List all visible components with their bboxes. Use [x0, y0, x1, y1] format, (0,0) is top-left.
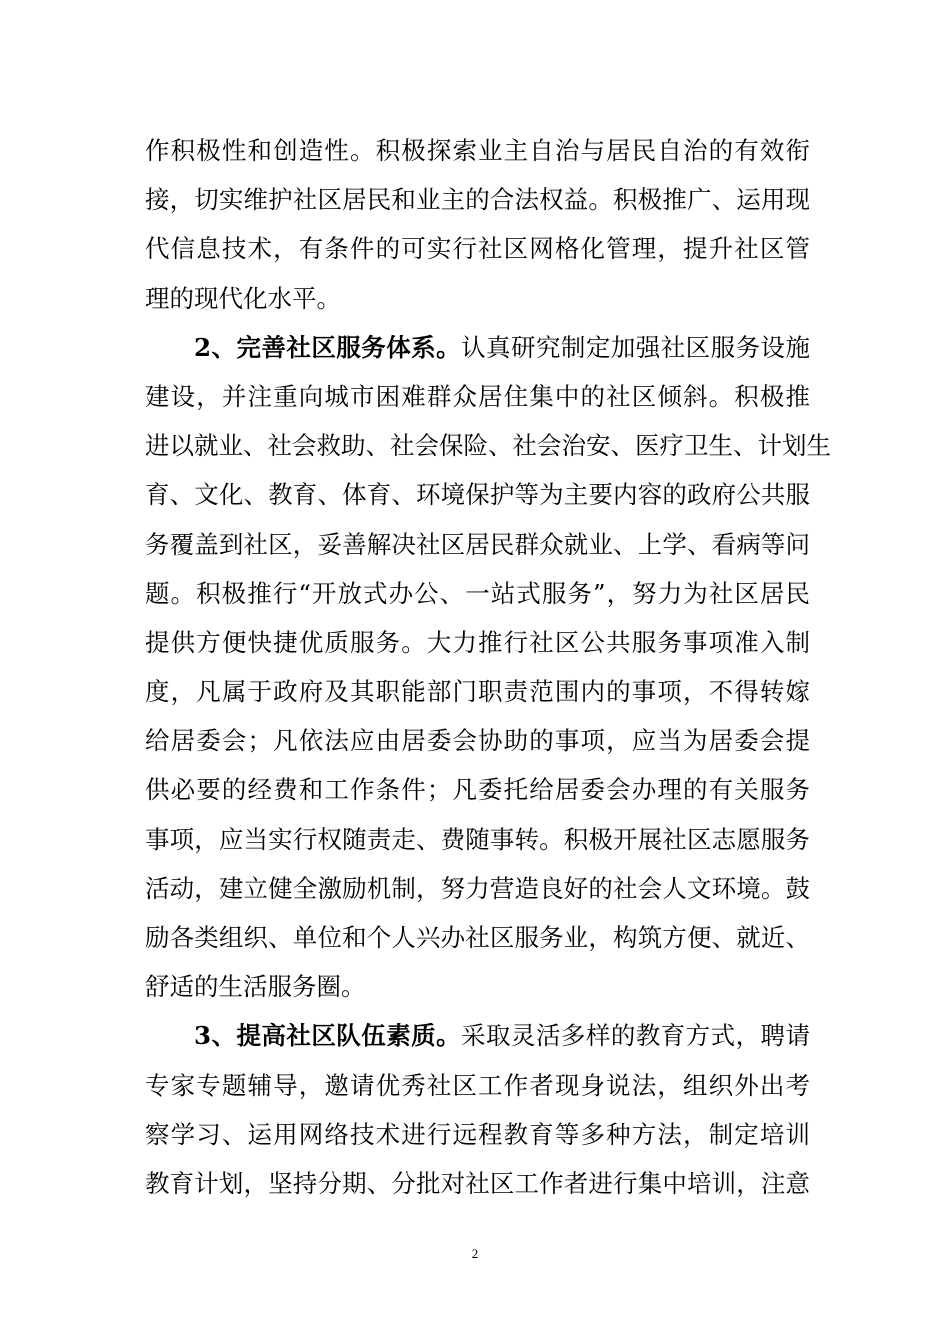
page-number: 2	[471, 1246, 479, 1261]
paragraph-line: 建设，并注重向城市困难群众居住集中的社区倾斜。积极推	[145, 381, 810, 411]
paragraph-line: 度，凡属于政府及其职能部门职责范围内的事项，不得转嫁	[145, 677, 810, 707]
paragraph-line: 提供方便快捷优质服务。大力推行社区公共服务事项准入制	[145, 627, 810, 657]
paragraph-line: 活动，建立健全激励机制，努力营造良好的社会人文环境。鼓	[145, 873, 810, 903]
paragraph-line: 励各类组织、单位和个人兴办社区服务业，构筑方便、就近、	[145, 923, 810, 952]
paragraph-line: 供必要的经费和工作条件；凡委托给居委会办理的有关服务	[145, 775, 810, 805]
paragraph-line: 专家专题辅导，邀请优秀社区工作者现身说法，组织外出考	[145, 1070, 810, 1100]
section-first-line-text: 认真研究制定加强社区服务设施	[461, 332, 811, 362]
paragraph-line: 务覆盖到社区，妥善解决社区居民群众就业、上学、看病等问	[145, 529, 810, 559]
paragraph-line: 接，切实维护社区居民和业主的合法权益。积极推广、运用现	[145, 185, 810, 215]
paragraph-line: 育、文化、教育、体育、环境保护等为主要内容的政府公共服	[145, 480, 810, 510]
paragraph-line: 察学习、运用网络技术进行远程教育等多种方法，制定培训	[145, 1119, 810, 1149]
paragraph-line: 理的现代化水平。	[145, 283, 341, 313]
paragraph-line: 教育计划，坚持分期、分批对社区工作者进行集中培训，注意	[145, 1168, 810, 1198]
paragraph-line: 作积极性和创造性。积极探索业主自治与居民自治的有效衔	[145, 136, 810, 165]
section-heading-line	[145, 1011, 810, 1060]
section-heading-line	[145, 323, 810, 372]
paragraph-line: 代信息技术，有条件的可实行社区网格化管理，提升社区管	[145, 234, 810, 264]
paragraph-line: 事项，应当实行权随责走、费随事转。积极开展社区志愿服务	[145, 824, 810, 854]
section-first-line-text: 采取灵活多样的教育方式，聘请	[461, 1021, 811, 1051]
paragraph-line: 题。积极推行“开放式办公、一站式服务”，努力为社区居民	[145, 578, 810, 608]
paragraph-line: 给居委会；凡依法应由居委会协助的事项，应当为居委会提	[145, 726, 810, 756]
body-text	[145, 126, 831, 1208]
section-heading: 3、提高社区队伍素质。	[194, 1021, 462, 1051]
paragraph-line: 进以就业、社会救助、社会保险、社会治安、医疗卫生、计划生	[145, 431, 831, 461]
section-heading: 2、完善社区服务体系。	[194, 332, 462, 362]
paragraph-line: 舒适的生活服务圈。	[145, 972, 366, 1002]
